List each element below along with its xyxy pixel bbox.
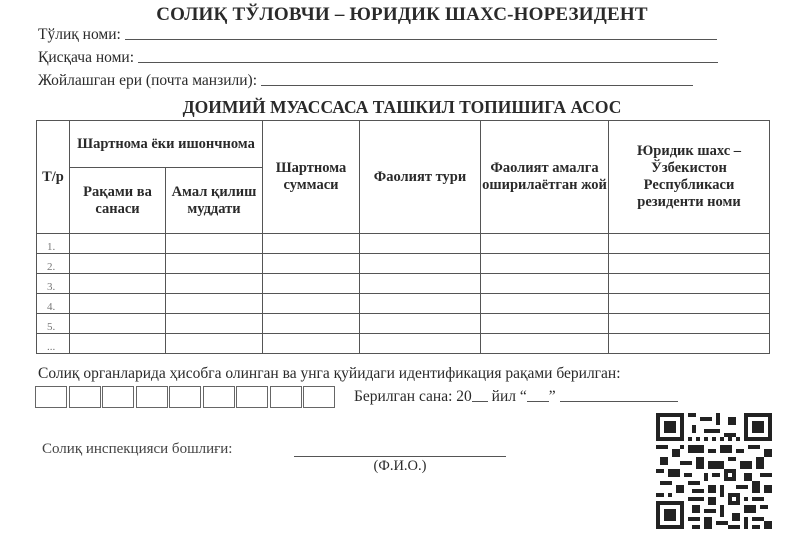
table-cell[interactable] [609,234,770,254]
id-digit-box[interactable] [236,386,268,408]
full-name-field[interactable] [125,38,717,40]
location-label: Жойлашган ери (почта манзили): [38,72,258,89]
short-name-label: Қисқача номи: [38,49,135,66]
table-cell[interactable] [609,294,770,314]
col-num-header: Т/р [37,121,70,234]
table-cell[interactable] [481,254,609,274]
col-amount-header: Шартнома суммаси [263,121,360,234]
col-contract-group-header: Шартнома ёки ишончнома [70,121,263,168]
table-row [37,314,770,334]
table-cell[interactable] [609,254,770,274]
form-title: СОЛИҚ ТЎЛОВЧИ – ЮРИДИК ШАХС-НОРЕЗИДЕНТ [156,4,648,25]
row-number: 2. [37,254,70,274]
fio-label: (Ф.И.О.) [373,458,427,474]
id-digit-box[interactable] [102,386,134,408]
col-resident-name-header: Юридик шахс – Ўзбекистон Республикаси резиденти номи [609,121,770,234]
id-digit-box[interactable] [136,386,168,408]
table-cell[interactable] [263,334,360,354]
table-cell[interactable] [360,254,481,274]
table-cell[interactable] [263,234,360,254]
table-cell[interactable] [70,294,166,314]
table-cell[interactable] [70,254,166,274]
table-cell[interactable] [166,274,263,294]
table-cell[interactable] [481,234,609,254]
table-cell[interactable] [166,254,263,274]
short-name-row [38,49,718,67]
date-month-field[interactable] [560,400,678,402]
table-cell[interactable] [263,274,360,294]
table-cell[interactable] [609,274,770,294]
full-name-label: Тўлиқ номи: [38,26,121,43]
col-validity-header: Амал қилиш муддати [166,168,263,234]
col-activity-place-header: Фаолият амалга оширилаётган жой [481,121,609,234]
date-prefix: Берилган сана: 20 [354,388,472,405]
row-number: 1. [37,234,70,254]
row-number: 4. [37,294,70,314]
id-digit-box[interactable] [169,386,201,408]
signature-line[interactable] [294,456,506,457]
row-number: 5. [37,314,70,334]
table-cell[interactable] [360,294,481,314]
location-field[interactable] [261,84,693,86]
id-digit-box[interactable] [270,386,302,408]
row-number: 3. [37,274,70,294]
table-cell[interactable] [70,234,166,254]
table-cell[interactable] [166,314,263,334]
id-number-boxes [35,386,337,408]
basis-title: ДОИМИЙ МУАССАСА ТАШКИЛ ТОПИШИГА АСОС [182,97,622,117]
table-cell[interactable] [166,334,263,354]
table-cell[interactable] [263,254,360,274]
location-row [38,72,693,90]
issue-date [354,388,678,406]
table-row [37,254,770,274]
date-year-word: йил “ [491,388,527,405]
table-cell[interactable] [360,334,481,354]
table-cell[interactable] [70,334,166,354]
table-cell[interactable] [166,294,263,314]
registration-note: Солиқ органларида ҳисобга олинган ва унга қуйидаги идентификация рақами берилган: [38,365,621,382]
basis-table [36,120,770,354]
row-number: ... [37,334,70,354]
table-cell[interactable] [360,274,481,294]
date-day-field[interactable] [527,400,549,402]
table-cell[interactable] [481,294,609,314]
table-row [37,294,770,314]
table-cell[interactable] [609,314,770,334]
short-name-field[interactable] [138,61,718,63]
table-cell[interactable] [481,314,609,334]
table-cell[interactable] [609,334,770,354]
table-row [37,334,770,354]
table-cell[interactable] [70,314,166,334]
table-cell[interactable] [70,274,166,294]
table-row [37,234,770,254]
table-cell[interactable] [360,314,481,334]
inspection-label: Солиқ инспекцияси бошлиғи: [42,441,233,457]
id-digit-box[interactable] [203,386,235,408]
full-name-row [38,26,717,44]
id-digit-box[interactable] [303,386,335,408]
date-year-field[interactable] [472,400,488,402]
table-row [37,274,770,294]
date-close-quote: ” [548,388,556,405]
id-digit-box[interactable] [69,386,101,408]
table-cell[interactable] [263,294,360,314]
table-cell[interactable] [166,234,263,254]
table-cell[interactable] [481,334,609,354]
table-cell[interactable] [360,234,481,254]
id-digit-box[interactable] [35,386,67,408]
col-activity-type-header: Фаолият тури [360,121,481,234]
qr-code-icon [656,413,772,529]
col-number-date-header: Рақами ва санаси [70,168,166,234]
table-cell[interactable] [481,274,609,294]
table-cell[interactable] [263,314,360,334]
